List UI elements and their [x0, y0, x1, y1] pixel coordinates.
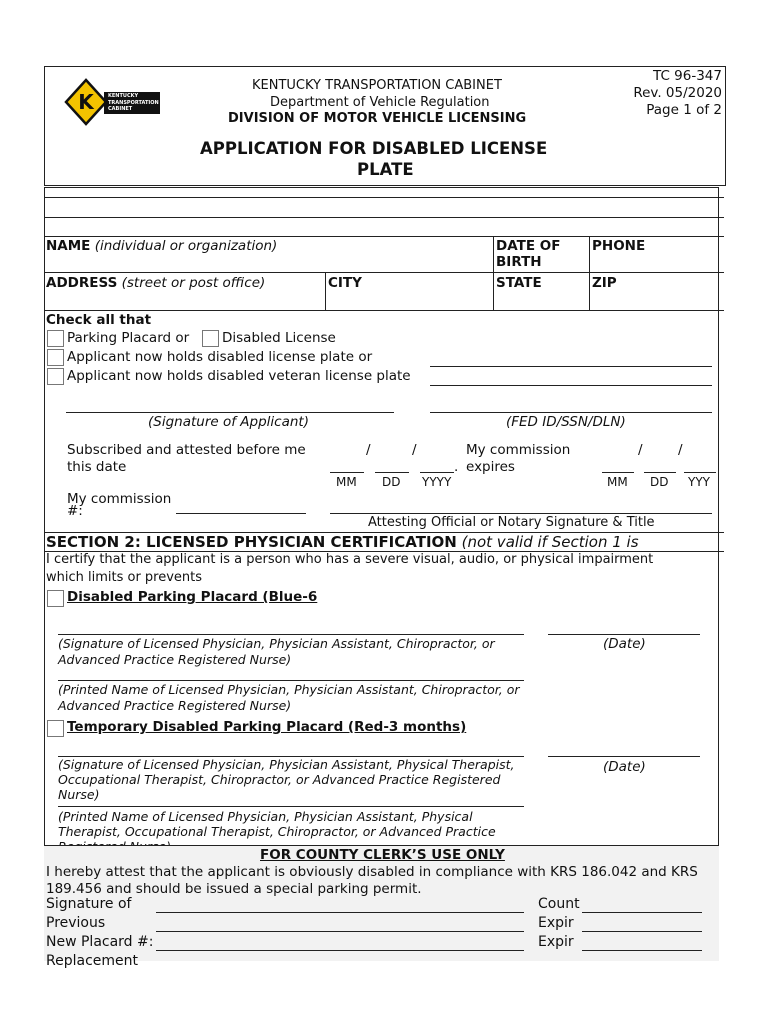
attesting-label: Attesting Official or Notary Signature & Title — [368, 515, 655, 530]
date-dd-line[interactable] — [375, 472, 409, 473]
applicant-signature-label: (Signature of Applicant) — [148, 414, 309, 430]
new-placard-label: New Placard #: — [46, 934, 154, 950]
county-label: Count — [538, 896, 580, 912]
expiration-label-1: Expir — [538, 915, 574, 931]
section2-title: SECTION 2: LICENSED PHYSICIAN CERTIFICATION — [46, 533, 457, 551]
new-placard-line[interactable] — [156, 950, 524, 951]
red-placard-label: Temporary Disabled Parking Placard (Red-3 months) — [67, 719, 467, 735]
section2-note: (not valid if Section 1 is — [461, 533, 639, 551]
replacement-label: Replacement — [46, 953, 138, 969]
plate-number-line-1[interactable] — [430, 366, 712, 367]
date-yyyy-line[interactable] — [420, 472, 454, 473]
physician-signature-label-1b: Advanced Practice Registered Nurse) — [58, 652, 292, 667]
certify-text-1: I certify that the applicant is a person who has a severe visual, audio, or physical impairment — [46, 552, 654, 567]
holds-veteran-checkbox[interactable] — [47, 368, 64, 385]
subscribed-text-1: Subscribed and attested before me — [67, 442, 306, 458]
dd-label: DD — [382, 475, 401, 489]
date-slash-2: / — [412, 442, 417, 458]
expires-slash-1: / — [638, 442, 643, 458]
form-revision: Rev. 05/2020 — [633, 85, 722, 101]
physician-signature-label-2a: (Signature of Licensed Physician, Physician Assistant, Physical Therapist, — [58, 757, 515, 772]
commission-number-line[interactable] — [176, 513, 306, 514]
physician-signature-label-2b: Occupational Therapist, Chiropractor, or Advanced Practice Registered — [58, 772, 501, 787]
expires-slash-2: / — [678, 442, 683, 458]
check-all-label: Check all that — [46, 312, 152, 328]
physician-printed-line-2[interactable] — [58, 806, 524, 807]
fed-id-label: (FED ID/SSN/DLN) — [506, 414, 626, 430]
expires-dd-label: DD — [650, 475, 669, 489]
physician-signature-label-1a: (Signature of Licensed Physician, Physician Assistant, Chiropractor, or — [58, 636, 495, 651]
blue-placard-label: Disabled Parking Placard (Blue-6 — [67, 589, 318, 605]
yyyy-label: YYYY — [422, 475, 452, 489]
previous-label: Previous — [46, 915, 106, 931]
date-line-2[interactable] — [548, 756, 700, 757]
date-label-1: (Date) — [603, 636, 646, 652]
expiration-label-2: Expir — [538, 934, 574, 950]
dob-label-1: DATE OF — [496, 238, 561, 254]
subscribed-text-2: this date — [67, 459, 127, 475]
expires-mm-line[interactable] — [602, 472, 634, 473]
fed-id-line[interactable] — [430, 412, 712, 413]
certify-text-2: which limits or prevents — [46, 570, 203, 585]
blue-placard-checkbox[interactable] — [47, 590, 64, 607]
county-line[interactable] — [582, 912, 702, 913]
commission-number-label-1: My commission — [67, 491, 172, 507]
red-placard-checkbox[interactable] — [47, 720, 64, 737]
address-hint: (street or post office) — [121, 275, 266, 291]
commission-expires-1: My commission — [466, 442, 571, 458]
clerk-signature-line[interactable] — [156, 912, 524, 913]
dob-label-2: BIRTH — [496, 254, 542, 270]
clerk-heading: FOR COUNTY CLERK’S USE ONLY — [260, 847, 505, 863]
page-number: Page 1 of 2 — [646, 102, 722, 118]
form-title-line-1: APPLICATION FOR DISABLED LICENSE — [200, 139, 548, 158]
svg-text:K: K — [78, 90, 94, 114]
physician-printed-label-1b: Advanced Practice Registered Nurse) — [58, 698, 292, 713]
city-label: CITY — [328, 275, 362, 291]
attesting-signature-line[interactable] — [330, 513, 712, 514]
phone-label: PHONE — [592, 238, 646, 254]
mm-label: MM — [336, 475, 357, 489]
form-number: TC 96-347 — [653, 68, 722, 84]
state-label: STATE — [496, 275, 542, 291]
name-label: NAME — [46, 238, 91, 254]
physician-signature-line-1[interactable] — [58, 634, 524, 635]
parking-placard-checkbox[interactable] — [47, 330, 64, 347]
date-line-1[interactable] — [548, 634, 700, 635]
date-slash-1: / — [366, 442, 371, 458]
parking-placard-label: Parking Placard or — [67, 330, 190, 346]
kytc-logo — [64, 78, 164, 126]
physician-printed-label-1a: (Printed Name of Licensed Physician, Physician Assistant, Chiropractor, or — [58, 682, 520, 697]
plate-number-line-2[interactable] — [430, 385, 712, 386]
expires-mm-label: MM — [607, 475, 628, 489]
department-name: Department of Vehicle Regulation — [270, 95, 490, 110]
date-dot: . — [454, 459, 459, 475]
clerk-attest-1: I hereby attest that the applicant is obviously disabled in compliance with KRS 186.042 and KRS — [46, 864, 698, 880]
disabled-license-label: Disabled License — [222, 330, 336, 346]
zip-label: ZIP — [592, 275, 617, 291]
expires-dd-line[interactable] — [644, 472, 676, 473]
physician-printed-label-2a: (Printed Name of Licensed Physician, Physician Assistant, Physical — [58, 809, 473, 824]
expires-yyy-line[interactable] — [684, 472, 716, 473]
applicant-signature-line[interactable] — [66, 412, 394, 413]
expiration-line-2[interactable] — [582, 950, 702, 951]
holds-plate-label: Applicant now holds disabled license plate or — [67, 349, 373, 365]
address-label: ADDRESS — [46, 275, 118, 291]
logo-text: KENTUCKY TRANSPORTATION CABINET — [108, 93, 159, 112]
agency-name: KENTUCKY TRANSPORTATION CABINET — [252, 78, 502, 93]
clerk-signature-label: Signature of — [46, 896, 132, 912]
disabled-license-checkbox[interactable] — [202, 330, 219, 347]
date-mm-line[interactable] — [330, 472, 364, 473]
holds-veteran-label: Applicant now holds disabled veteran license plate — [67, 368, 411, 384]
form-title-line-2: PLATE — [357, 160, 414, 179]
commission-expires-2: expires — [466, 459, 515, 475]
physician-printed-label-2b: Therapist, Occupational Therapist, Chiropractor, or Advanced Practice — [58, 824, 496, 839]
expiration-line-1[interactable] — [582, 931, 702, 932]
previous-line[interactable] — [156, 931, 524, 932]
physician-signature-label-2c: Nurse) — [58, 787, 100, 802]
expires-yyy-label: YYY — [688, 475, 710, 489]
commission-number-label-2: #: — [67, 503, 83, 519]
date-label-2: (Date) — [603, 759, 646, 775]
holds-plate-checkbox[interactable] — [47, 349, 64, 366]
clerk-attest-2: 189.456 and should be issued a special parking permit. — [46, 881, 422, 897]
name-hint: (individual or organization) — [94, 238, 278, 254]
physician-printed-line-1[interactable] — [58, 680, 524, 681]
division-name: DIVISION OF MOTOR VEHICLE LICENSING — [228, 111, 527, 126]
address-field[interactable] — [46, 275, 265, 291]
section2-heading — [46, 533, 639, 551]
name-field[interactable] — [46, 238, 277, 254]
